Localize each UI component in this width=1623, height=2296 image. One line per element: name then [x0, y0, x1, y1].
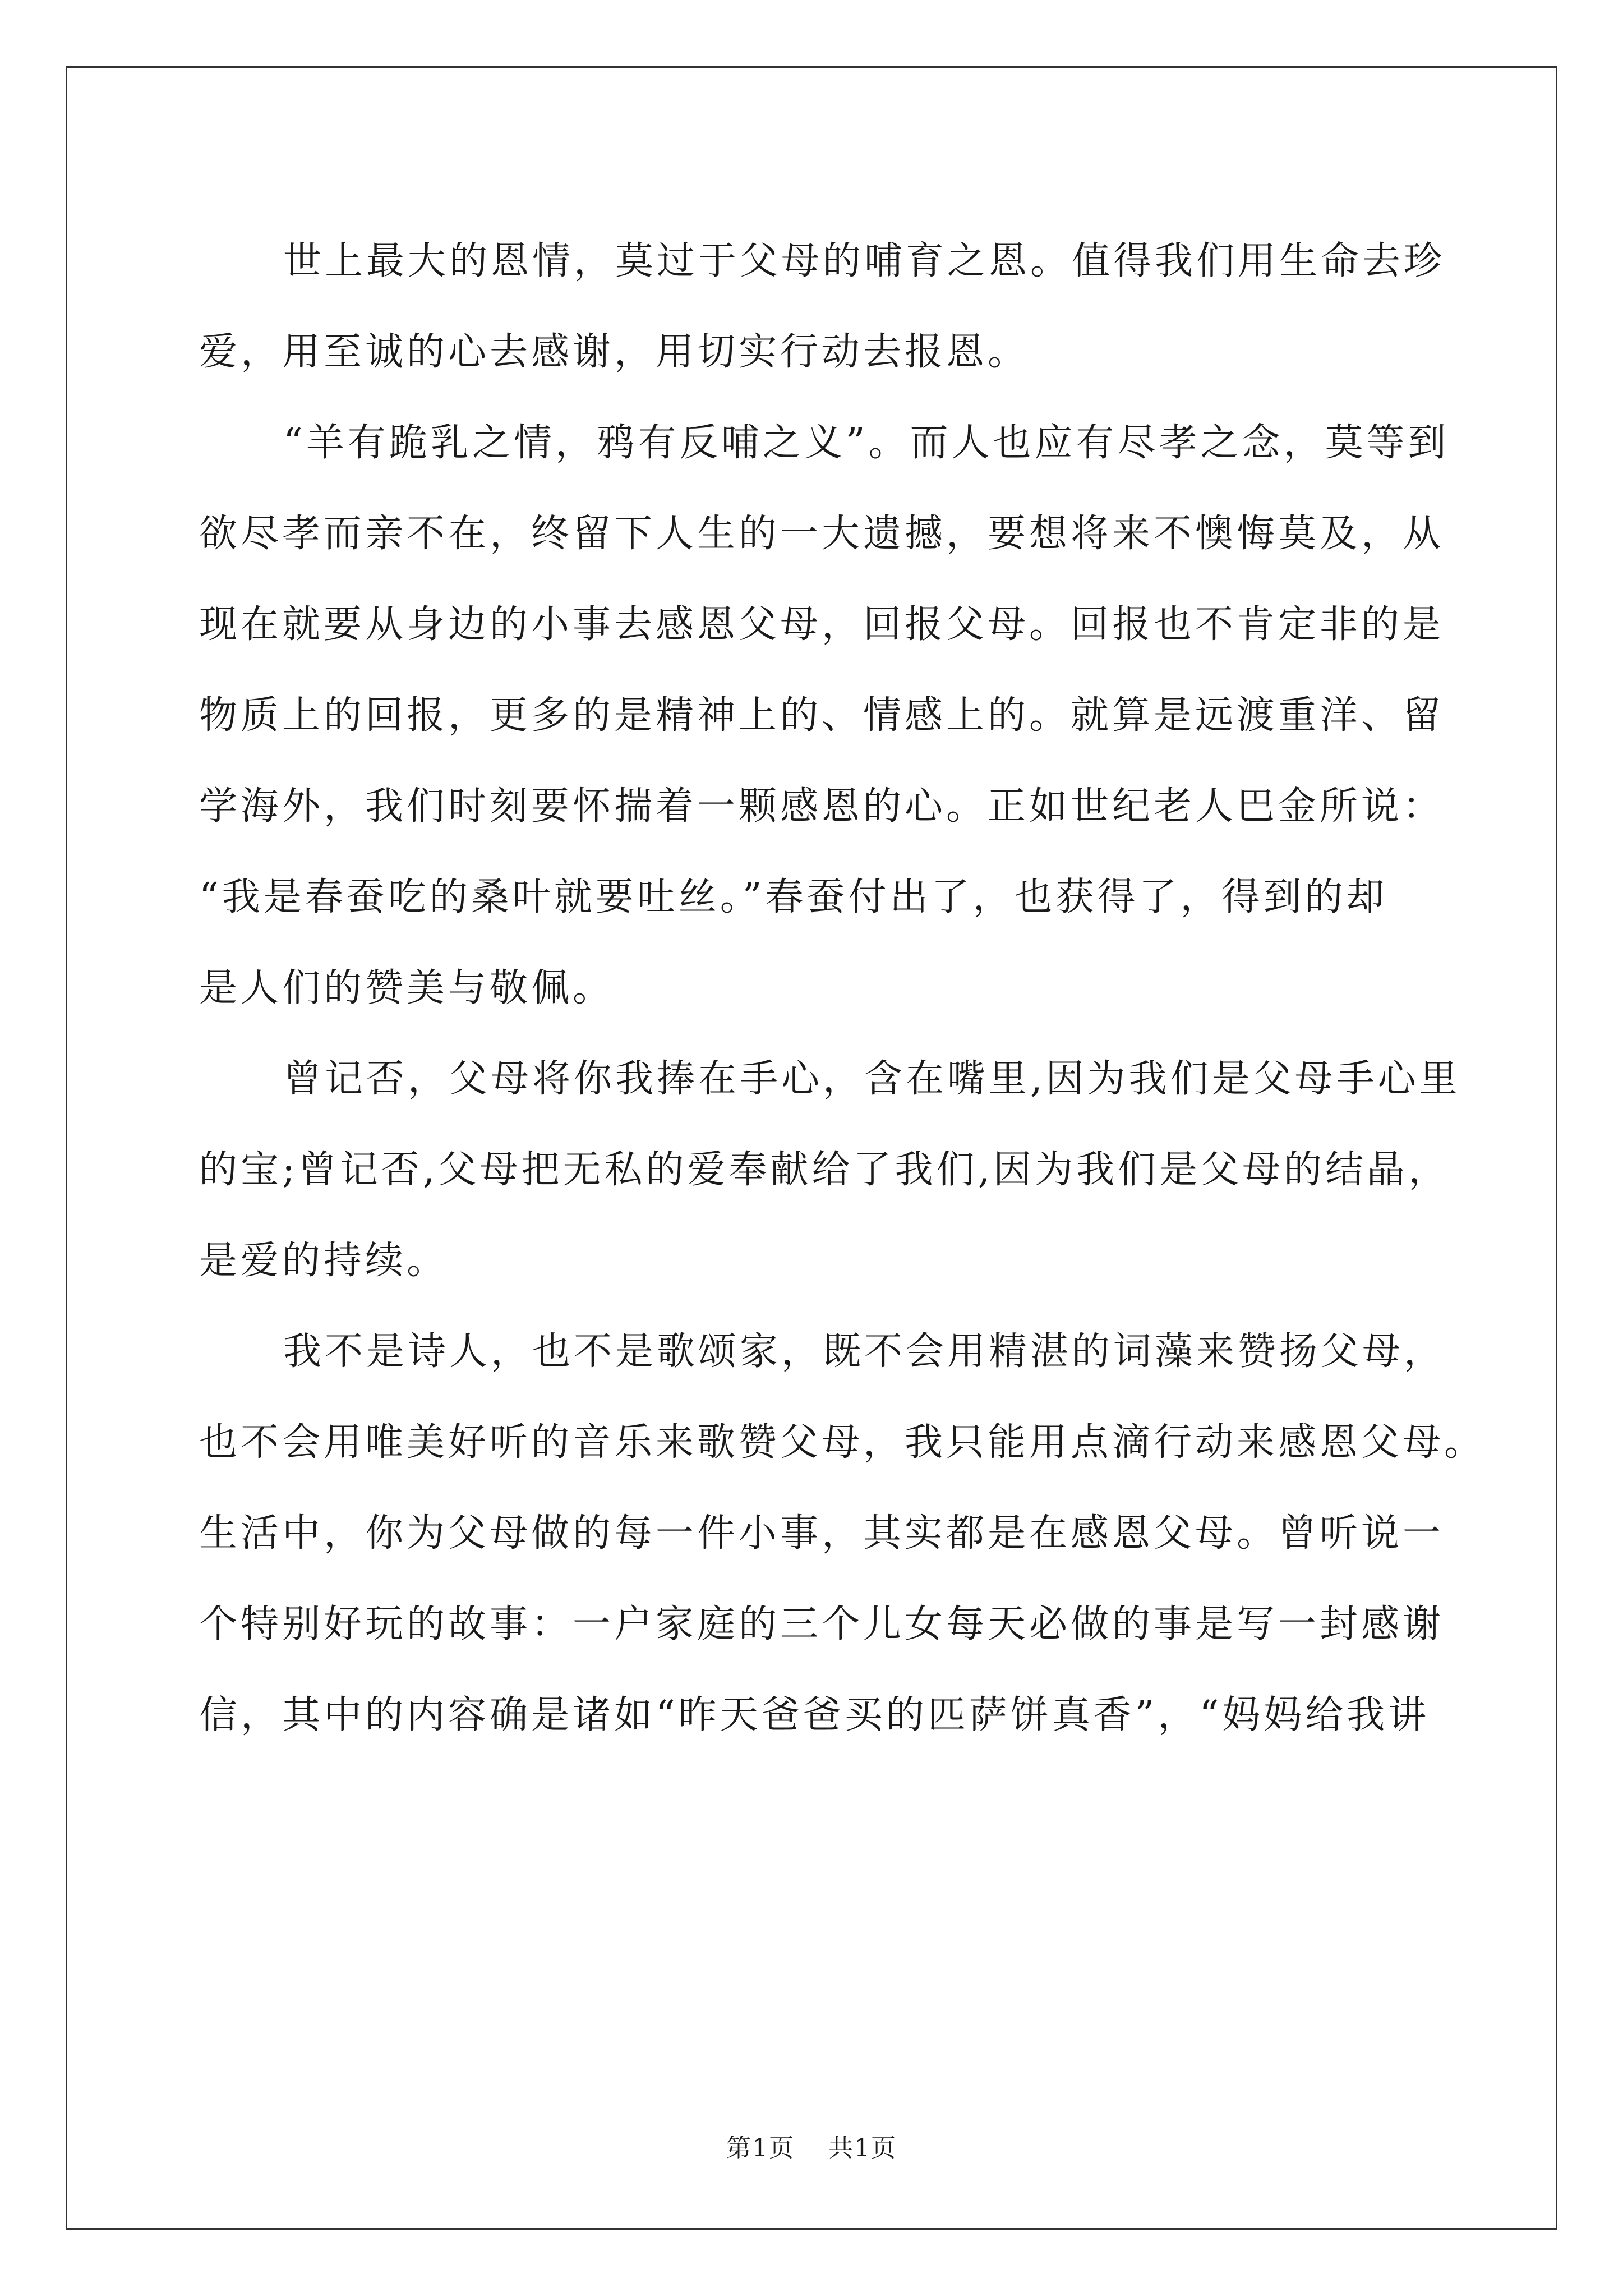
text-line: 曾记否，父母将你我捧在手心，含在嘴里,因为我们是父母手心里 [283, 1057, 1461, 1101]
page-total: 共1页 [828, 2134, 897, 2162]
text-line: 物质上的回报，更多的是精神上的、情感上的。就算是远渡重洋、留 [199, 693, 1445, 738]
text-line: 也不会用唯美好听的音乐来歌赞父母，我只能用点滴行动来感恩父母。 [199, 1420, 1486, 1465]
text-line: “羊有跪乳之情，鸦有反哺之义”。而人也应有尽孝之念，莫等到 [283, 421, 1450, 465]
text-line: 我不是诗人，也不是歌颂家，既不会用精湛的词藻来赞扬父母， [283, 1329, 1446, 1374]
text-line: 现在就要从身边的小事去感恩父母，回报父母。回报也不肯定非的是 [199, 602, 1445, 647]
document-body [199, 216, 1486, 1761]
page-number: 第1页 [726, 2134, 795, 2162]
page-footer [0, 2132, 1623, 2165]
text-line: 个特别好玩的故事：一户家庭的三个儿女每天必做的事是写一封感谢 [199, 1602, 1445, 1646]
text-line: 欲尽孝而亲不在，终留下人生的一大遗撼，要想将来不懊悔莫及，从 [199, 512, 1445, 556]
text-line: 是人们的赞美与敬佩。 [199, 966, 615, 1010]
text-line: 世上最大的恩情，莫过于父母的哺育之恩。值得我们用生命去珍 [283, 239, 1446, 283]
text-line: 生活中，你为父母做的每一件小事，其实都是在感恩父母。曾听说一 [199, 1511, 1445, 1556]
text-line: 的宝;曾记否,父母把无私的爱奉献给了我们,因为我们是父母的结晶， [199, 1148, 1450, 1192]
text-line: “我是春蚕吃的桑叶就要吐丝。”春蚕付出了，也获得了，得到的却 [199, 875, 1388, 919]
text-line: 爱，用至诚的心去感谢，用切实行动去报恩。 [199, 330, 1030, 374]
text-line: 是爱的持续。 [199, 1239, 449, 1283]
text-line: 信，其中的内容确是诸如“昨天爸爸买的匹萨饼真香”，“妈妈给我讲 [199, 1693, 1430, 1737]
text-line: 学海外，我们时刻要怀揣着一颗感恩的心。正如世纪老人巴金所说： [199, 784, 1445, 829]
